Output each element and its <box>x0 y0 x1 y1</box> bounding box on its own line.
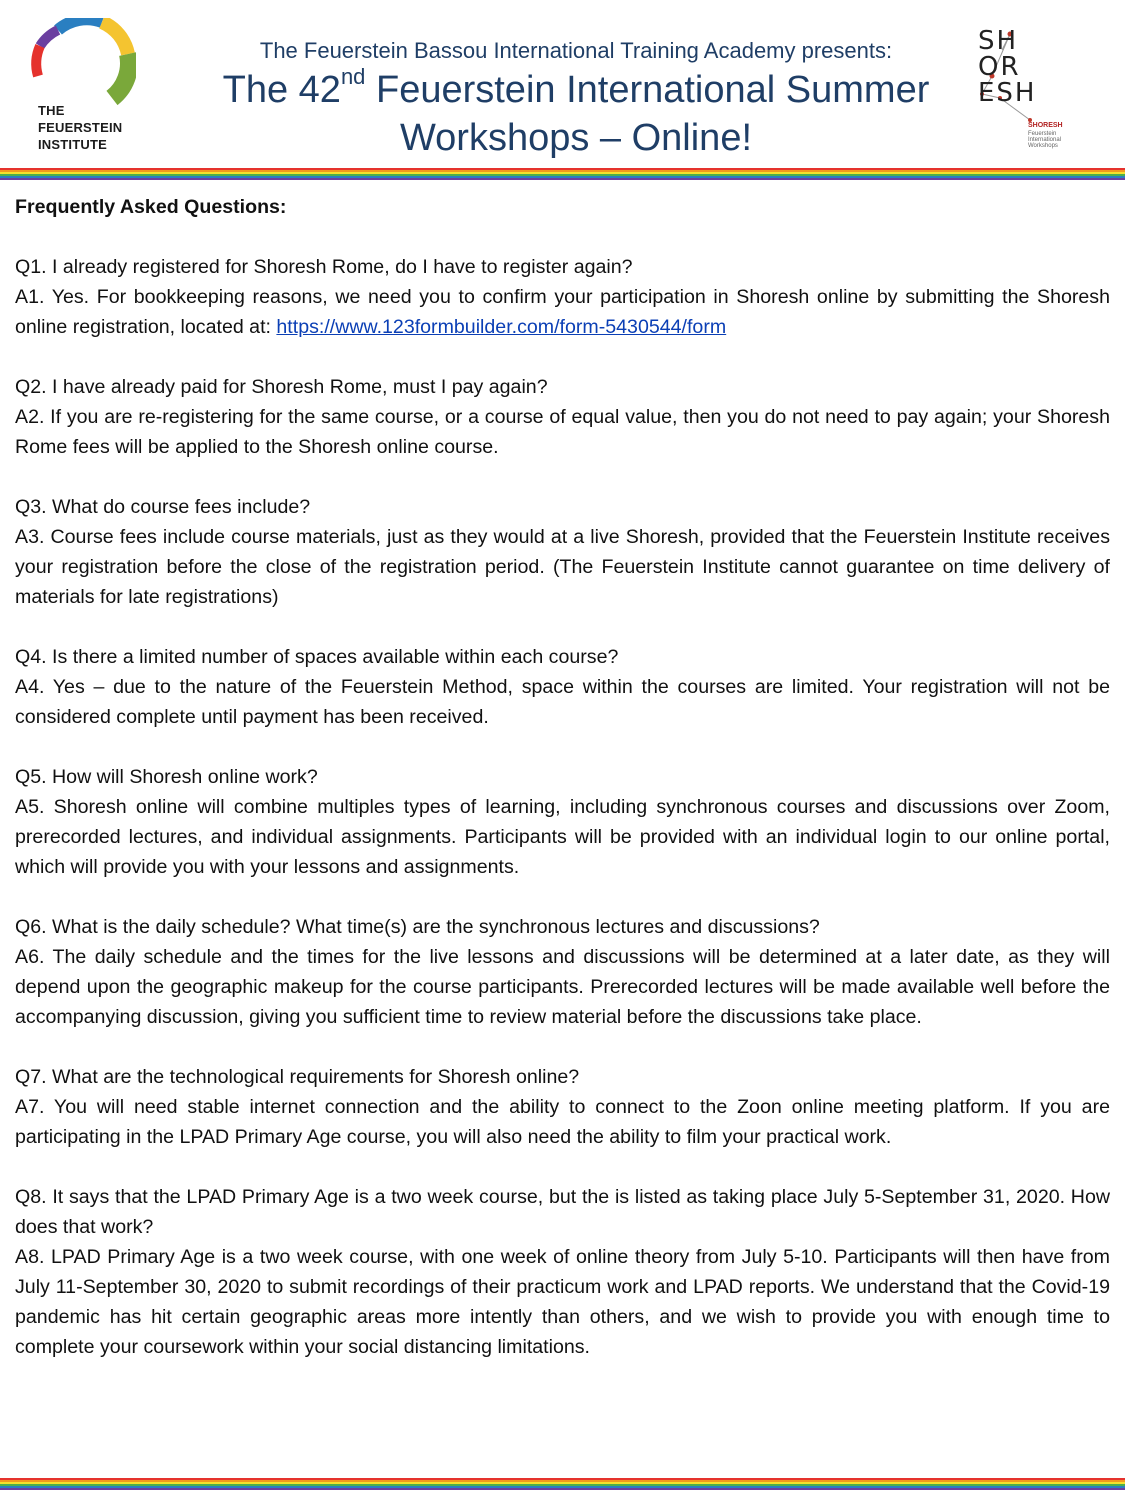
faq-question-4: Q4. Is there a limited number of spaces available within each course? <box>15 646 619 668</box>
faq-item-1 <box>15 252 1110 342</box>
faq-question-7: Q7. What are the technological requirements for Shoresh online? <box>15 1066 580 1088</box>
page-title-line-2: Workshops – Online! <box>399 117 753 159</box>
faq-question-1: Q1. I already registered for Shoresh Rome, do I have to register again? <box>15 256 633 278</box>
shoresh-logo <box>972 28 1072 158</box>
faq-answer-8: A8. LPAD Primary Age is a two week course, with one week of online theory from July 5-10. Participants will then have from July 11-September 30, 2020 to submit recordings of their practicum work and LPAD reports. We understand that the Covid-19 pandemic has hit certain geographic areas more intently than others, and we wish to provide you with enough time to complete your coursework within your social distancing limitations. <box>15 1246 1110 1358</box>
shoresh-sub-3: Workshops <box>1028 143 1058 149</box>
title-part-1: The 42 <box>222 69 341 111</box>
faq-answer-2: A2. If you are re-registering for the same course, or a course of equal value, then you do not need to pay again; your Shoresh Rome fees will be applied to the Shoresh online course. <box>15 406 1110 458</box>
shoresh-letters-2: OR <box>978 52 1021 82</box>
shoresh-letters-1: SH <box>978 26 1019 56</box>
faq-item-4 <box>15 642 1110 732</box>
logo-left-line-1: THE <box>38 103 65 118</box>
faq-item-6 <box>15 912 1110 1032</box>
faq-item-5 <box>15 762 1110 882</box>
faq-item-7 <box>15 1062 1110 1152</box>
faq-question-5: Q5. How will Shoresh online work? <box>15 766 318 788</box>
faq-answer-4: A4. Yes – due to the nature of the Feuerstein Method, space within the courses are limited. Your registration will not be considered complete until payment has been received. <box>15 676 1110 728</box>
faq-answer-3: A3. Course fees include course materials, just as they would at a live Shoresh, provided that the Feuerstein Institute receives your registration before the close of the registration period. (The Feuerstein Institute cannot guarantee on time delivery of materials for late registrations) <box>15 526 1110 608</box>
title-part-2: Feuerstein International Summer <box>365 69 930 111</box>
faq-answer-1-text: A1. Yes. For bookkeeping reasons, we need you to confirm your participation in Shoresh online by submitting the Shoresh online registration, located at: <box>15 286 1110 338</box>
stripe-purple-bottom <box>0 1488 1125 1490</box>
top-rainbow-divider <box>0 168 1125 180</box>
bottom-rainbow-divider <box>0 1478 1125 1490</box>
faq-heading: Frequently Asked Questions: <box>15 196 287 218</box>
faq-answer-6: A6. The daily schedule and the times for the live lessons and discussions will be determined at a later date, as they will depend upon the geographic makeup for the course participants. Prerecorded lectures will be made available well before the accompanying discussion, giving you sufficient time to review material before the discussions take place. <box>15 946 1110 1028</box>
faq-item-3 <box>15 492 1110 612</box>
faq-question-2: Q2. I have already paid for Shoresh Rome, must I pay again? <box>15 376 548 398</box>
feuerstein-head-logo-icon <box>28 18 136 108</box>
registration-link[interactable]: https://www.123formbuilder.com/form-5430544/form <box>276 316 727 338</box>
faq-question-3: Q3. What do course fees include? <box>15 496 311 518</box>
shoresh-brand: SHORESH <box>1028 122 1063 129</box>
logo-left-line-3: INSTITUTE <box>38 137 107 152</box>
faq-question-8: Q8. It says that the LPAD Primary Age is a two week course, but the is listed as taking place July 5-September 31, 2020. How does that work? <box>15 1186 1110 1238</box>
logo-left-line-2: FEUERSTEIN <box>38 120 123 135</box>
shoresh-sub-1: Feuerstein <box>1028 131 1057 137</box>
shoresh-sub-2: International <box>1028 137 1062 143</box>
faq-item-8 <box>15 1182 1110 1362</box>
faq-answer-7: A7. You will need stable internet connection and the ability to connect to the Zoon online meeting platform. If you are participating in the LPAD Primary Age course, you will also need the ability to film your practical work. <box>15 1096 1110 1148</box>
shoresh-letters-3: ESH <box>978 78 1037 108</box>
page-header <box>0 0 1125 168</box>
presents-line: The Feuerstein Bassou International Training Academy presents: <box>259 38 893 63</box>
faq-item-2 <box>15 372 1110 462</box>
faq-question-6: Q6. What is the daily schedule? What time(s) are the synchronous lectures and discussions? <box>15 916 820 938</box>
faq-answer-5: A5. Shoresh online will combine multiples types of learning, including synchronous courses and discussions over Zoom, prerecorded lectures, and individual assignments. Participants will be provided with an individual login to our online portal, which will provide you with your lessons and assignments. <box>15 796 1110 878</box>
feuerstein-institute-logo <box>28 18 136 150</box>
title-superscript: nd <box>340 64 366 90</box>
stripe-purple <box>0 178 1125 180</box>
faq-section <box>15 192 1110 1362</box>
faq-answer-1 <box>15 282 1110 342</box>
page-title <box>150 66 1002 114</box>
header-title-block <box>150 36 1002 162</box>
